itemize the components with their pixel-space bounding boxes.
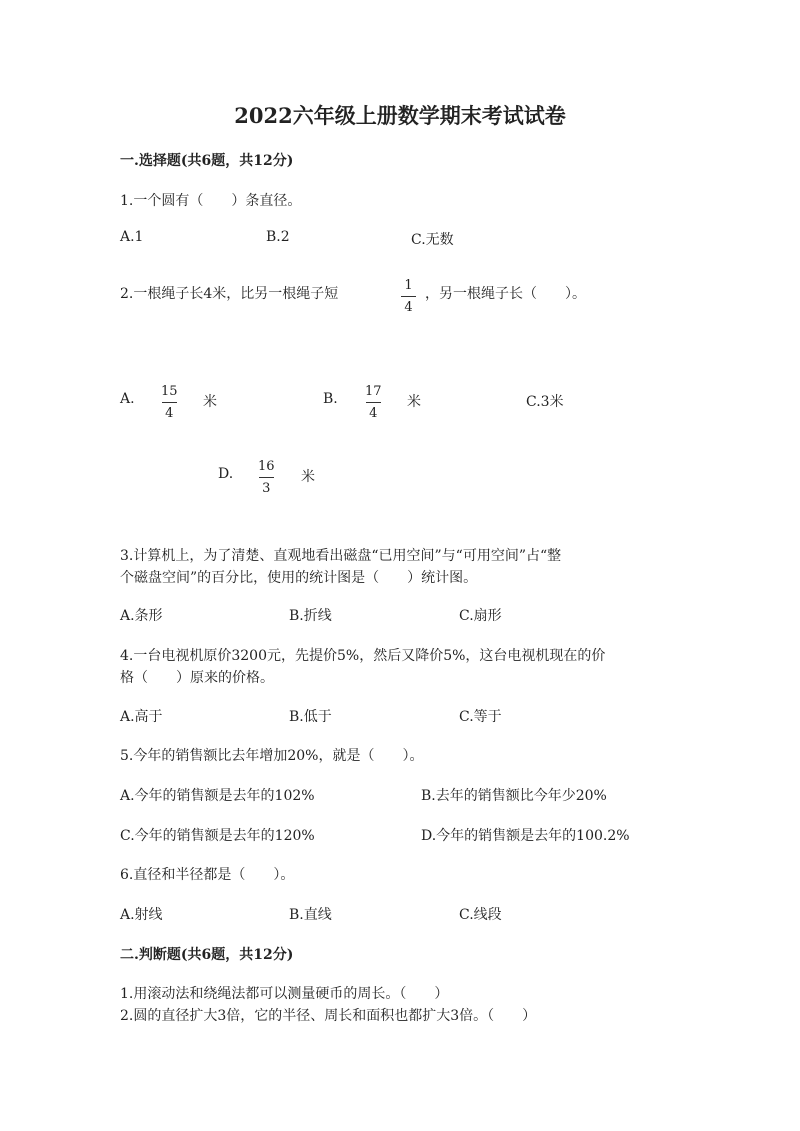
judge-question-2: 2.圆的直径扩大3倍，它的半径、周长和面积也都扩大3倍。（ ）	[120, 1008, 537, 1024]
q4-option-a: A.高于	[120, 709, 163, 725]
q2-option-d-numerator: 16	[258, 459, 275, 474]
q2-fraction-numerator: 1	[404, 278, 413, 293]
question-3-line-1: 3.计算机上，为了清楚、直观地看出磁盘“已用空间”与“可用空间”占“整	[120, 548, 562, 564]
q2-option-a-unit: 米	[203, 394, 217, 410]
question-6: 6.直径和半径都是（ ）。	[120, 867, 295, 883]
q6-option-c: C.线段	[459, 907, 502, 923]
q2-option-b-denominator: 4	[369, 406, 378, 421]
q1-option-b: B.2	[266, 229, 290, 245]
q4-option-c: C.等于	[459, 709, 502, 725]
q5-option-d: D.今年的销售额是去年的100.2%	[421, 828, 630, 844]
question-2-stem: 2.一根绳子长4米，比另一根绳子短	[120, 286, 339, 302]
q2-fraction-denominator: 4	[404, 300, 413, 315]
fraction-bar	[259, 477, 274, 478]
q4-option-b: B.低于	[289, 709, 332, 725]
question-2-tail: ，另一根绳子长（ ）。	[425, 286, 586, 302]
question-1: 1.一个圆有（ ）条直径。	[120, 193, 302, 209]
fraction-bar	[162, 402, 177, 403]
q2-option-d-unit: 米	[301, 469, 315, 485]
q2-option-b-unit: 米	[407, 394, 421, 410]
q2-option-a-denominator: 4	[165, 406, 174, 421]
question-4-line-2: 格（ ）原来的价格。	[120, 670, 274, 686]
section-2-heading: 二.判断题(共6题，共12分)	[120, 947, 294, 963]
q1-option-a: A.1	[120, 229, 144, 245]
q6-option-a: A.射线	[120, 907, 163, 923]
q2-option-b-fraction	[365, 384, 382, 421]
q2-option-b-label: B.	[323, 391, 338, 407]
page-title: 2022六年级上册数学期末考试试卷	[234, 103, 566, 128]
q3-option-a: A.条形	[120, 608, 163, 624]
q1-option-c: C.无数	[411, 232, 454, 248]
fraction-bar	[401, 296, 416, 297]
q3-option-b: B.折线	[289, 608, 332, 624]
judge-question-1: 1.用滚动法和绕绳法都可以测量硬币的周长。（ ）	[120, 986, 449, 1002]
q2-option-d-fraction	[258, 459, 275, 496]
q3-option-c: C.扇形	[459, 608, 502, 624]
q5-option-c: C.今年的销售额是去年的120%	[120, 828, 315, 844]
section-1-heading: 一.选择题(共6题，共12分)	[120, 153, 294, 169]
q2-option-d-denominator: 3	[262, 481, 271, 496]
q2-option-a-label: A.	[120, 391, 135, 407]
question-5: 5.今年的销售额比去年增加20%，就是（ ）。	[120, 748, 424, 764]
q2-option-a-numerator: 15	[161, 384, 178, 399]
q5-option-a: A.今年的销售额是去年的102%	[120, 788, 315, 804]
question-4-line-1: 4.一台电视机原价3200元，先提价5%，然后又降价5%，这台电视机现在的价	[120, 648, 606, 664]
q2-option-d-label: D.	[218, 466, 234, 482]
fraction-bar	[366, 402, 381, 403]
q2-option-c: C.3米	[526, 394, 564, 410]
question-3-line-2: 个磁盘空间”的百分比，使用的统计图是（ ）统计图。	[120, 570, 478, 586]
q5-option-b: B.去年的销售额比今年少20%	[421, 788, 607, 804]
q2-fraction	[401, 278, 416, 315]
q6-option-b: B.直线	[289, 907, 332, 923]
q2-option-a-fraction	[161, 384, 178, 421]
q2-option-b-numerator: 17	[365, 384, 382, 399]
